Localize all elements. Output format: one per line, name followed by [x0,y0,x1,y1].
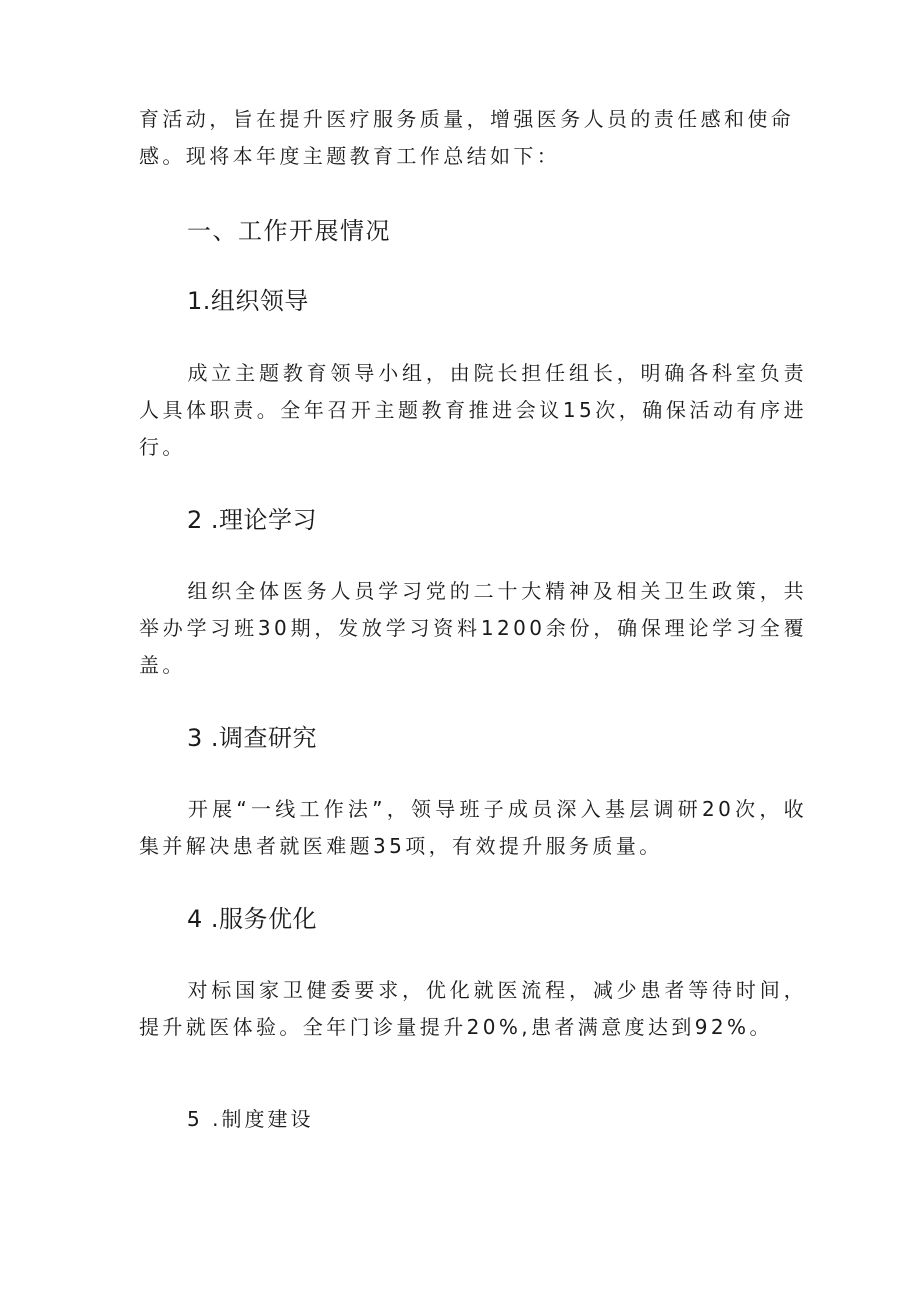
item-heading-theory-study: 2 .理论学习 [187,506,318,534]
intro-line-2: 感。现将本年度主题教育工作总结如下： [139,144,561,168]
item-body-theory-study-text: 组织全体医务人员学习党的二十大精神及相关卫生政策，共举办学习班30期，发放学习资料1200余份，确保理论学习全覆盖。 [139,579,807,677]
item-heading-system-building: 5 .制度建设 [187,1107,314,1131]
section-heading: 一、工作开展情况 [187,217,391,245]
item-body-research [139,791,807,865]
item-body-service-optimization [139,972,807,1046]
item-body-organization [139,355,807,466]
intro-line-1: 育活动，旨在提升医疗服务质量，增强医务人员的责任感和使命 [139,107,795,131]
item-body-organization-text: 成立主题教育领导小组，由院长担任组长，明确各科室负责人具体职责。全年召开主题教育推进会议15次，确保活动有序进行。 [139,361,807,459]
item-body-theory-study [139,573,807,684]
item-body-research-text: 开展“一线工作法”，领导班子成员深入基层调研20次，收集并解决患者就医难题35项，有效提升服务质量。 [139,797,807,858]
item-heading-service-optimization: 4 .服务优化 [187,905,318,933]
item-heading-research: 3 .调查研究 [187,724,318,752]
intro-paragraph [139,101,807,175]
item-heading-organization: 1.组织领导 [187,287,309,315]
item-body-service-optimization-text: 对标国家卫健委要求，优化就医流程，减少患者等待时间，提升就医体验。全年门诊量提升20%,患者满意度达到92%。 [139,978,807,1039]
